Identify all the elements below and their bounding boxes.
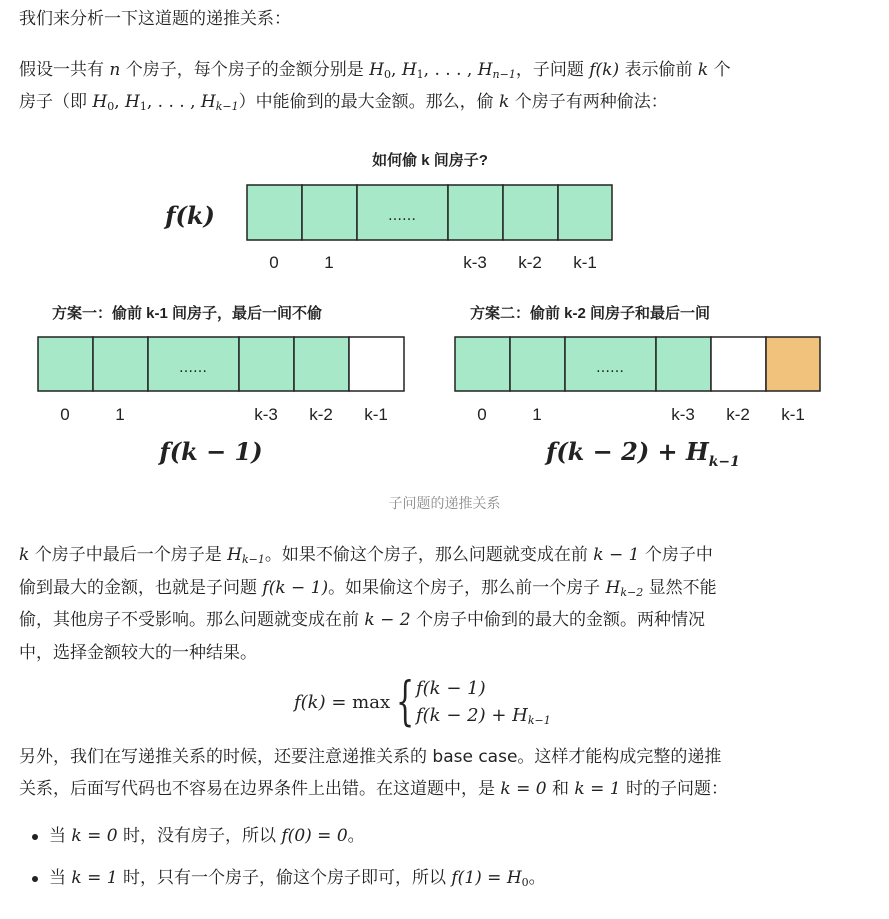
plan-1-title: 方案一：偷前 k-1 间房子，最后一间不偷 (52, 305, 323, 322)
paragraph-2-line-2: 偷到最大的金额，也就是子问题 f(k − 1)。如果偷这个房子，那么前一个房子 $H_{k-2}$ 显然不能 (19, 578, 717, 599)
top-house-k-3 (448, 185, 503, 240)
label-right-main: f(k − 2) + H (546, 437, 709, 466)
plan-1-house-1 (93, 337, 148, 391)
paragraph-2-line-3: 偷，其他房子不受影响。那么问题就变成在前 k − 2 个房子中偷到的最大的金额。两种情况 (19, 610, 705, 630)
paragraph-2-line-1: k 个房子中最后一个房子是 $H_{k-1}$。如果不偷这个房子，那么问题就变成在前 k − 1 个房子中 (19, 545, 713, 566)
figure-caption: 子问题的递推关系 (388, 496, 501, 512)
intro-text: 我们来分析一下这道题的递推关系： (19, 9, 291, 29)
list-item: 当 k = 0 时，没有房子，所以 f(0) = 0。 (19, 826, 546, 868)
plan-1-index-0: 0 (60, 405, 70, 424)
paragraph-1-line-1: 假设一共有 n 个房子，每个房子的金额分别是 $H_0$, $H_1$, . . . , $H_{n-1}$，子问题 f(k) 表示偷前 k 个 (19, 60, 731, 81)
plan-2-index-k-2: k-2 (726, 405, 750, 424)
formula-brace: { (396, 672, 415, 732)
plan-2-title: 方案二：偷前 k-2 间房子和最后一间 (470, 305, 711, 322)
plan-2-index-1: 1 (532, 405, 542, 424)
plan-2-house-k-1 (766, 337, 820, 391)
top-house-row (247, 185, 612, 240)
plan-1-house-k-2 (294, 337, 349, 391)
paragraph-1-line-2: 房子（即 $H_0$, $H_1$, . . . , $H_{k-1}$）中能偷到的最大金额。那么，偷 k 个房子有两种偷法： (19, 92, 668, 113)
label-f-k-minus-2-plus-h (544, 437, 740, 470)
label-fk: f(k) (165, 201, 215, 230)
formula-case-1: f(k − 1) (416, 678, 486, 699)
plan-2-index-k-1: k-1 (781, 405, 805, 424)
plan-1-index-1: 1 (115, 405, 125, 424)
plan-1-house-row (38, 337, 404, 391)
top-house-k-1 (558, 185, 612, 240)
top-house-1 (302, 185, 357, 240)
top-index-k-3: k-3 (463, 253, 487, 272)
paragraph-3-line-2: 关系，后面写代码也不容易在边界条件上出错。在这道题中，是 k = 0 和 k = 1 时的子问题： (19, 779, 728, 799)
plan-1-house-k-1 (349, 337, 404, 391)
label-f-k-minus-1: f(k − 1) (159, 437, 263, 466)
plan-1-dots: …… (179, 360, 207, 376)
paragraph-2-line-4: 中，选择金额较大的一种结果。 (19, 643, 257, 663)
plan-2-house-row (455, 337, 820, 391)
formula-lhs: f(k) = max (294, 692, 391, 713)
plan-2-index-k-3: k-3 (671, 405, 695, 424)
plan-2-house-1 (510, 337, 565, 391)
base-case-list (19, 826, 546, 910)
top-index-k-2: k-2 (518, 253, 542, 272)
plan-1-house-0 (38, 337, 93, 391)
plan-1-house-k-3 (239, 337, 294, 391)
top-house-0 (247, 185, 302, 240)
top-index-k-1: k-1 (573, 253, 597, 272)
plan-2-house-k-3 (656, 337, 711, 391)
plan-2-house-0 (455, 337, 510, 391)
list-item: 当 k = 1 时，只有一个房子，偷这个房子即可，所以 $f(1) = H_0$。 (19, 868, 546, 910)
top-dots: …… (388, 208, 416, 224)
plan-2-dots: …… (596, 360, 624, 376)
top-house-k-2 (503, 185, 558, 240)
plan-1-index-k-1: k-1 (364, 405, 388, 424)
plan-2-index-0: 0 (477, 405, 487, 424)
plan-1-index-k-2: k-2 (309, 405, 333, 424)
plan-1-index-k-3: k-3 (254, 405, 278, 424)
top-index-0: 0 (269, 253, 279, 272)
recurrence-figure (0, 140, 889, 520)
top-index-1: 1 (324, 253, 334, 272)
formula-case-2: $f(k - 2) + H_{k-1}$ (416, 705, 551, 727)
paragraph-3-line-1: 另外，我们在写递推关系的时候，还要注意递推关系的 base case。这样才能构成完整的递推 (19, 747, 722, 767)
figure-title: 如何偷 k 间房子? (372, 152, 488, 169)
plan-2-house-k-2 (711, 337, 766, 391)
label-right-sub: k−1 (708, 454, 740, 470)
